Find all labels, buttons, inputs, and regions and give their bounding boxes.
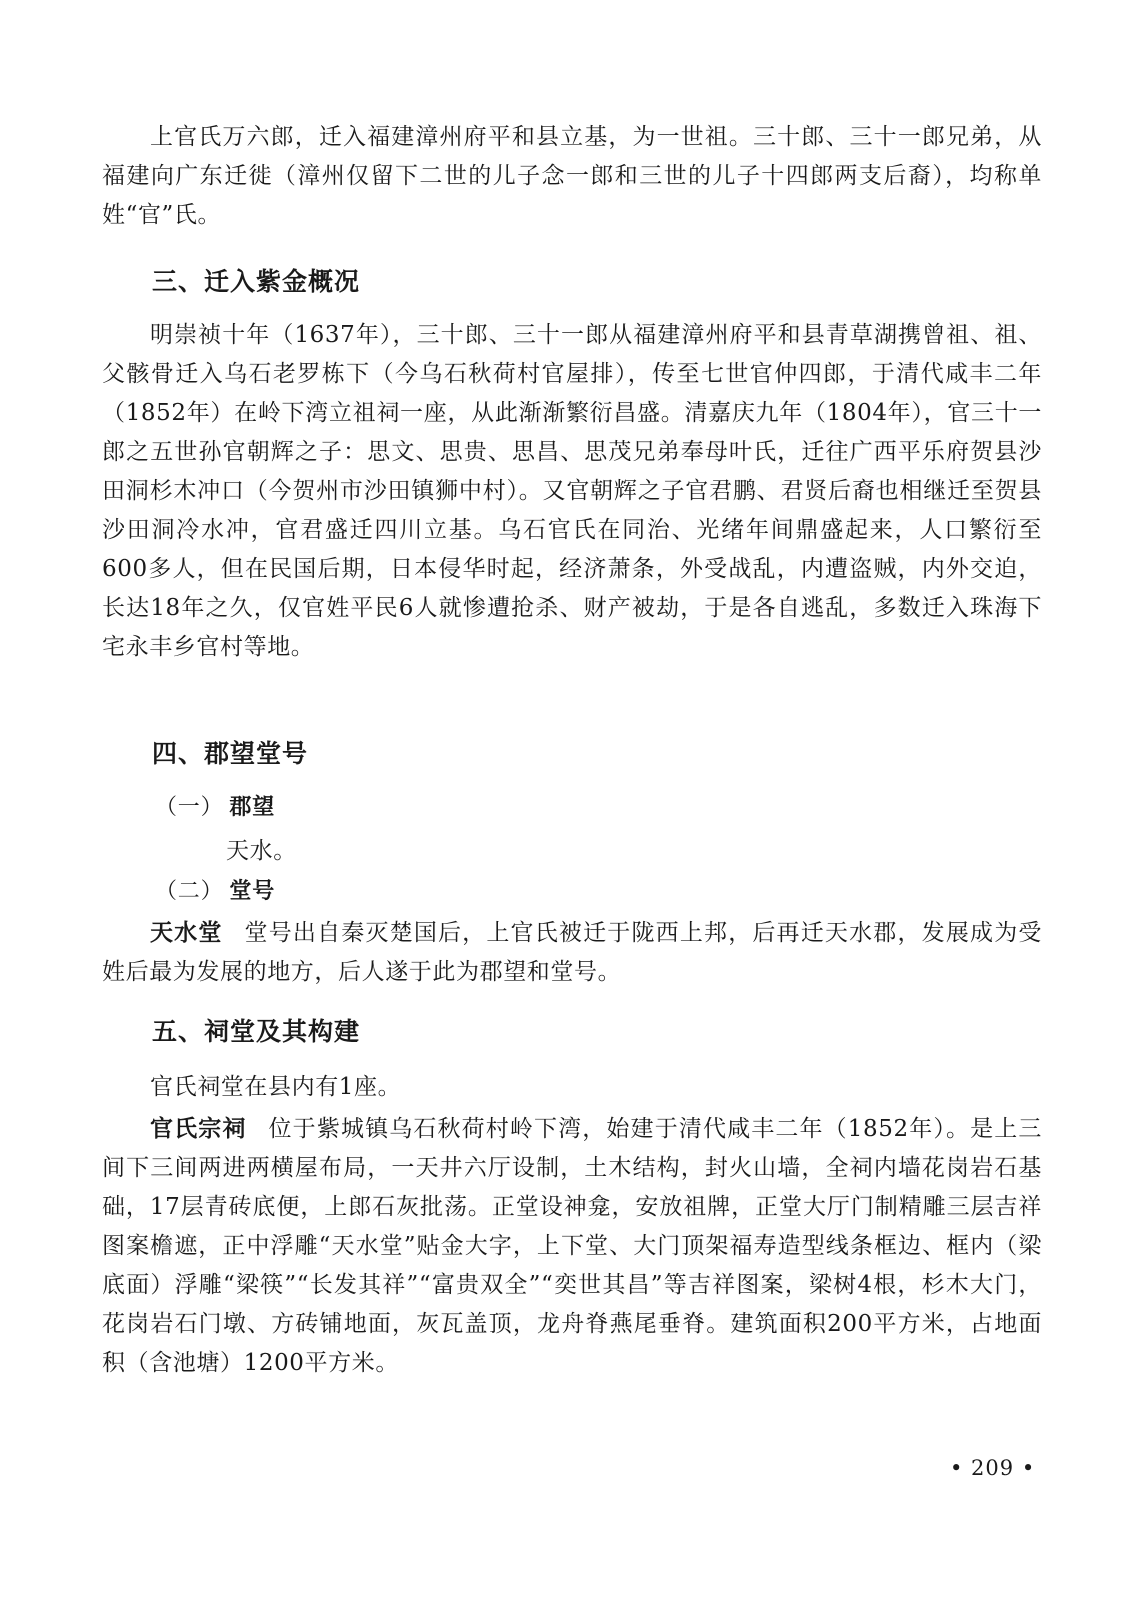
subsection-hall-name <box>155 874 275 905</box>
page-number: • 209 • <box>950 1456 1036 1480</box>
subsection-title: 郡望 <box>229 794 276 820</box>
ancestral-hall-paragraph <box>102 1110 1042 1383</box>
section-heading-4: 四、郡望堂号 <box>152 739 309 768</box>
migration-paragraph: 明崇祯十年（1637年），三十郎、三十一郎从福建漳州府平和县青草湖携曾祖、祖、父骸骨迁入乌石老罗栋下（今乌石秋荷村官屋排），传至七世官仲四郎，于清代咸丰二年（1852年）在岭下湾立祖祠一座，从此渐渐繁衍昌盛。清嘉庆九年（1804年），官三十一郎之五世孙官朝辉之子：思文、思贵、思昌、思茂兄弟奉母叶氏，迁往广西平乐府贺县沙田洞杉木冲口（今贺州市沙田镇狮中村）。又官朝辉之子官君鹏、君贤后裔也相继迁至贺县沙田洞冷水冲，官君盛迁四川立基。乌石官氏在同治、光绪年间鼎盛起来，人口繁衍至600多人，但在民国后期，日本侵华时起，经济萧条，外受战乱，内遭盗贼，内外交迫，长达18年之久，仅官姓平民6人就惨遭抢杀、财产被劫，于是各自逃乱，多数迁入珠海下宅永丰乡官村等地。 <box>102 322 1042 660</box>
section-heading-5: 五、祠堂及其构建 <box>152 1017 361 1046</box>
subsection-title: 堂号 <box>229 878 276 904</box>
section-heading-3: 三、迁入紫金概况 <box>152 267 361 296</box>
ancestral-hall-text: 位于紫城镇乌石秋荷村岭下湾，始建于清代咸丰二年（1852年）。是上三间下三间两进两横屋布局，一天井六厅设制，土木结构，封火山墙，全祠内墙花岗岩石基础，17层青砖底便，上郎石灰批荡。正堂设神龛，安放祖牌，正堂大厅门制精雕三层吉祥图案檐遮，正中浮雕“天水堂”贴金大字，上下堂、大门顶架福寿造型线条框边、框内（梁底面）浮雕“梁筷”“长发其祥”“富贵双全”“奕世其昌”等吉祥图案，梁树4根，杉木大门，花岗岩石门墩、方砖铺地面，灰瓦盖顶，龙舟脊燕尾垂脊。建筑面积200平方米，占地面积（含池塘）1200平方米。 <box>102 1116 1042 1376</box>
subsection-number: （一） <box>155 795 224 820</box>
subsection-commandery <box>155 790 275 821</box>
hall-name-text: 堂号出自秦灭楚国后，上官氏被迁于陇西上邦，后再迁天水郡，发展成为受姓后最为发展的地方，后人遂于此为郡望和堂号。 <box>102 920 1042 985</box>
subsection-number: （二） <box>155 879 224 904</box>
ancestral-hall-lead: 官氏宗祠 <box>150 1116 247 1142</box>
hall-name-paragraph <box>102 914 1042 992</box>
hall-name-lead: 天水堂 <box>150 920 223 946</box>
intro-paragraph: 上官氏万六郎，迁入福建漳州府平和县立基，为一世祖。三十郎、三十一郎兄弟，从福建向广东迁徙（漳州仅留下二世的儿子念一郎和三世的儿子十四郎两支后裔），均称单姓“官”氏。 <box>102 124 1042 228</box>
commandery-value: 天水。 <box>226 838 297 864</box>
ancestral-hall-count: 官氏祠堂在县内有1座。 <box>150 1074 402 1100</box>
